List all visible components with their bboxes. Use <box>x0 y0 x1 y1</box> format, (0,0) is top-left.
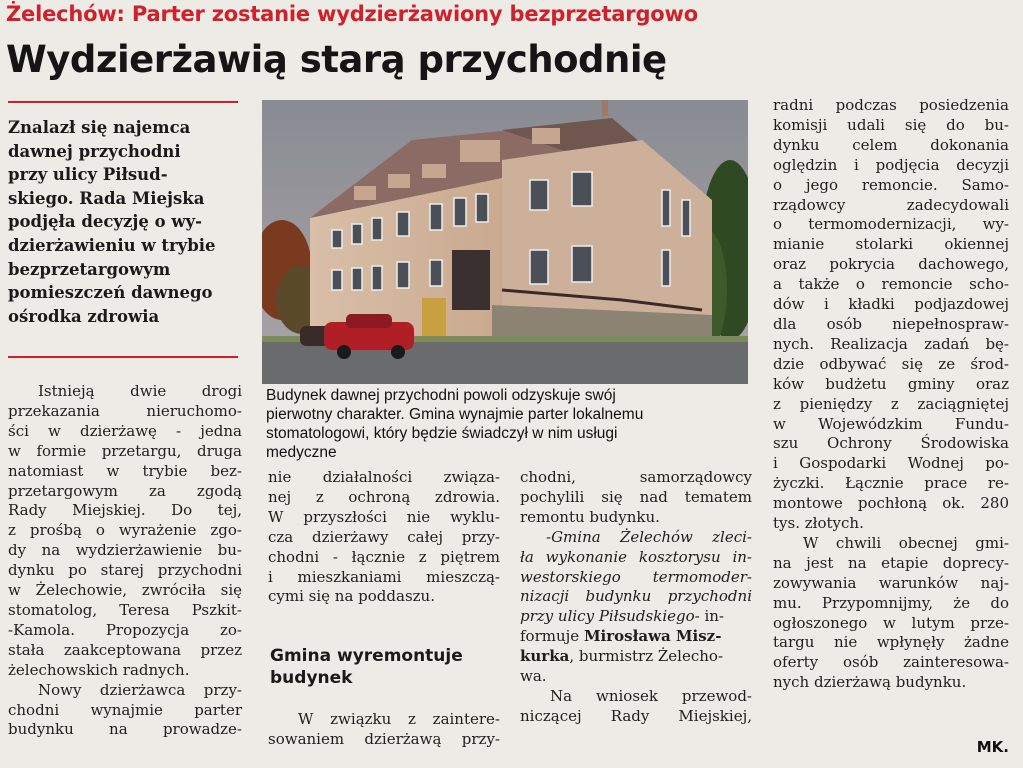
caption-line: Budynek dawnej przychodni powoli odzyskuje swój <box>266 387 616 404</box>
body-line: nych dzierżawą budynku. <box>773 673 967 692</box>
lead-bottom-rule <box>8 356 238 358</box>
body-line: chodni wynajmie parter <box>8 700 242 719</box>
quote-line <box>520 607 752 627</box>
body-line: mianie stolarki okiennej <box>773 235 1009 254</box>
body-line: dynku celem dokonania <box>773 135 1009 154</box>
body-line: o termomodernizacji, wy- <box>773 215 1009 234</box>
caption-line: stomatologowi, który będzie świadczył w nim usługi <box>266 425 618 442</box>
lead-line: dawnej przychodni <box>8 141 181 161</box>
body-line: dy na wydzierżawienie bu- <box>8 541 242 560</box>
lead-top-rule <box>8 101 238 103</box>
body-line: pochylili się nad tematem <box>520 487 752 506</box>
body-line: ogłoszonego w lutym prze- <box>773 613 1009 632</box>
article-kicker: Żelechów: Parter zostanie wydzierżawiony bezprzetargowo <box>6 2 698 26</box>
body-line: oferty osób zainteresowa- <box>773 653 1009 672</box>
quote-line <box>520 528 752 548</box>
subhead-line: budynek <box>270 668 353 688</box>
quote-text: przy ulicy Piłsudskiego- <box>520 607 700 626</box>
body-line: w Wojewódzkim Fundu- <box>773 414 1009 433</box>
body-text: formuje <box>520 627 584 646</box>
caption-line: medyczne <box>266 444 337 461</box>
body-line: W przyszłości nie wyklu- <box>268 507 500 526</box>
body-line: sowaniem dzierżawą przy- <box>268 729 500 748</box>
body-column-4 <box>773 96 1009 693</box>
body-column-2-tail <box>268 710 500 750</box>
body-line <box>520 627 752 647</box>
clinic-building-illustration <box>262 100 748 384</box>
photo-caption <box>266 386 748 462</box>
body-line: wa. <box>520 667 547 686</box>
body-line: -Kamola. Propozycja zo- <box>8 620 242 639</box>
body-line: cza dzierżawy całej przy- <box>268 527 500 546</box>
article-lead <box>8 116 240 328</box>
body-line: stomatolog, Teresa Pszkit- <box>8 600 242 619</box>
body-line: w Żelechowie, zwróciła się <box>8 581 242 600</box>
quote-text: ła wykonanie kosztorysu in- <box>520 547 752 566</box>
quote-line <box>520 587 752 607</box>
quote-text: westorskiego termomoder- <box>520 567 752 586</box>
body-line: radni podczas posiedzenia <box>773 96 1009 114</box>
body-line: na jest na etapie doprecy- <box>773 553 1009 572</box>
quote-line <box>520 568 752 588</box>
lead-line: Znalazł się najemca <box>8 118 191 137</box>
body-line: tys. złotych. <box>773 514 864 533</box>
body-line: przetargowym za zgodą <box>8 481 242 500</box>
body-line: stała zaakceptowana przez <box>8 640 242 659</box>
body-line: komisji udali się do bu- <box>773 115 1009 134</box>
body-column-1 <box>8 382 242 740</box>
building-photo <box>262 100 748 384</box>
body-line: cymi się na poddaszu. <box>268 587 435 606</box>
body-line: W związku z zaintere- <box>298 710 500 728</box>
body-line: życzki. Łącznie prace re- <box>773 474 1009 493</box>
author-signature: MK. <box>976 738 1009 756</box>
quote-text: nizacji budynku przychodni <box>520 587 752 606</box>
body-text: , burmistrz Żelecho- <box>569 647 724 666</box>
body-line: nych. Realizacja zadań bę- <box>773 334 1009 353</box>
body-line: w formie przetargu, druga <box>8 441 242 460</box>
section-subheading <box>270 645 500 689</box>
body-line: montowe pochłoną ok. 280 <box>773 494 1009 513</box>
body-line: mu. Przypomnijmy, że do <box>773 593 1009 612</box>
body-line: a także o remoncie scho- <box>773 275 1009 294</box>
lead-line: dzierżawieniu w trybie <box>8 235 216 255</box>
lead-line: ośrodka zdrowia <box>8 306 160 326</box>
body-line: szu Ochrony Środowiska <box>773 434 1009 453</box>
body-line: zowywania warunków naj- <box>773 573 1009 592</box>
body-line: Istnieją dwie drogi <box>38 382 242 400</box>
body-line: W chwili obecnej gmi- <box>803 533 1009 552</box>
body-line: dzie odbywać się ze środ- <box>773 354 1009 373</box>
person-name: Mirosława Misz- <box>583 627 722 646</box>
body-line: z prośbą o wyrażenie zgo- <box>8 521 242 540</box>
quote-line <box>520 548 752 568</box>
body-line: dów i kładki podjazdowej <box>773 295 1009 314</box>
body-line: rządowcy zadecydowali <box>773 195 1009 214</box>
person-name: kurka <box>520 647 570 666</box>
body-line: chodni, samorządowcy <box>520 468 752 486</box>
body-line: targu nie wpłynęły żadne <box>773 633 1009 652</box>
body-line <box>520 647 752 667</box>
body-line: z pieniędzy z zaciągniętej <box>773 394 1009 413</box>
body-line: i Gospodarki Wodnej po- <box>773 454 1009 473</box>
body-line: żelechowskich radnych. <box>8 660 190 679</box>
body-text: in- <box>699 607 724 626</box>
body-line: przekazania nieruchomo- <box>8 401 242 420</box>
body-line: oględzin i podjęcia decyzji <box>773 155 1009 174</box>
quote-text: -Gmina Żelechów zleci- <box>546 527 752 546</box>
lead-line: przy ulicy Piłsud- <box>8 165 168 185</box>
body-line: nej z ochroną zdrowia. <box>268 487 500 506</box>
subhead-line: Gmina wyremontuje <box>270 646 463 666</box>
caption-line: pierwotny charakter. Gmina wynajmie parter lokalnemu <box>266 406 644 423</box>
lead-line: pomieszczeń dawnego <box>8 283 213 303</box>
body-line: o jego remoncie. Samo- <box>773 175 1009 194</box>
body-line: budynku na prowadze- <box>8 720 242 739</box>
body-line: oraz pokrycia dachowego, <box>773 255 1009 274</box>
body-line: Na wniosek przewod- <box>550 686 752 705</box>
body-line: dynku po starej przychodni <box>8 561 242 580</box>
body-column-2 <box>268 468 500 607</box>
body-line: nie działalności związa- <box>268 468 500 486</box>
article-headline: Wydzierżawią starą przychodnię <box>6 38 667 81</box>
body-line: i mieszkaniami mieszczą- <box>268 567 500 586</box>
body-line: dla osób niepełnospraw- <box>773 314 1009 333</box>
body-column-3 <box>520 468 752 727</box>
body-line: ków budżetu gminy oraz <box>773 374 1009 393</box>
body-line: Rady Miejskiej. Do tej, <box>8 501 242 520</box>
body-line: niczącej Rady Miejskiej, <box>520 706 752 725</box>
body-line: chodni - łącznie z piętrem <box>268 547 500 566</box>
lead-line: podjęła decyzję o wy- <box>8 212 202 232</box>
body-line: remontu budynku. <box>520 507 660 526</box>
lead-line: bezprzetargowym <box>8 259 171 279</box>
lead-line: skiego. Rada Miejska <box>8 188 205 208</box>
body-line: Nowy dzierżawca przy- <box>38 680 242 699</box>
body-line: natomiast w trybie bez- <box>8 461 242 480</box>
body-line: ści w dzierżawę - jedna <box>8 421 242 440</box>
